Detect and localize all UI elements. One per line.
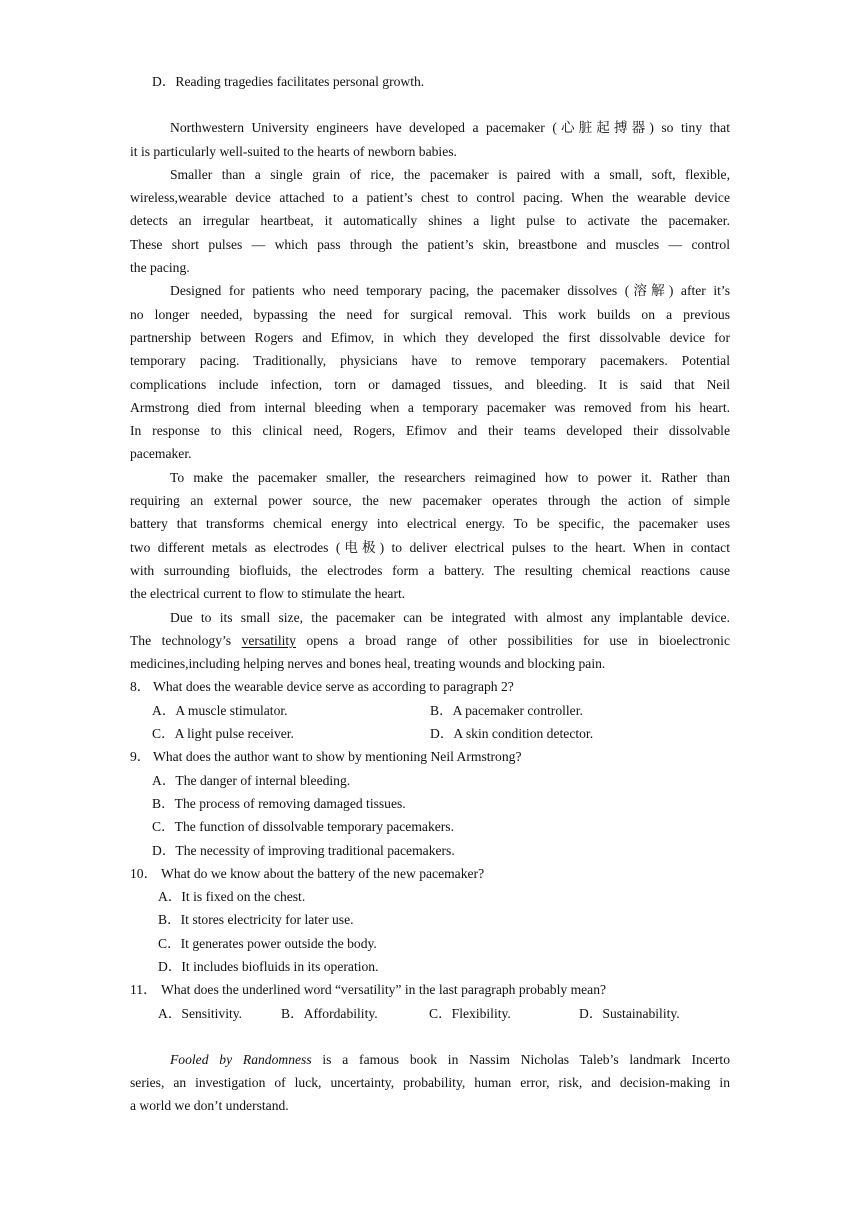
paragraph-4-line: the electrical current to flow to stimulate the heart. — [130, 586, 406, 602]
passage — [130, 116, 730, 675]
question-text: What does the author want to show by mentioning Neil Armstrong? — [153, 749, 522, 765]
question-10 — [130, 862, 730, 978]
previous-question-option-d — [130, 70, 730, 93]
paragraph-1-line: it is particularly well-suited to the hearts of newborn babies. — [130, 143, 457, 159]
question-text: What does the underlined word “versatility” in the last paragraph probably mean? — [161, 982, 607, 998]
paragraph-3-line: temporary pacing. Traditionally, physicians have to remove temporary pacemakers. Potential — [130, 353, 730, 369]
paragraph-4-line: requiring an external power source, the new pacemaker operates through the action of simple — [130, 493, 730, 509]
option-c[interactable]: C．A light pulse receiver. — [152, 726, 294, 742]
option-c[interactable]: C．Flexibility. — [429, 1005, 511, 1021]
paragraph-5-text: opens a broad range of other possibilities for use in bioelectronic — [295, 632, 730, 648]
paragraph-3-line: complications include infection, torn or damaged tissues, and bleeding. It is said that Neil — [130, 376, 730, 392]
option-c[interactable]: C．It generates power outside the body. — [158, 935, 377, 951]
spacer — [130, 93, 730, 116]
question-text: What do we know about the battery of the new pacemaker? — [161, 865, 485, 881]
option-label: D． — [152, 74, 176, 89]
question-stem — [130, 675, 730, 698]
question-stem — [130, 862, 730, 885]
book-title: Fooled by Randomness — [170, 1051, 312, 1067]
question-8 — [130, 675, 730, 745]
paragraph-2-line: These short pulses — which pass through the patient’s skin, breastbone and muscles — control — [130, 236, 730, 252]
document-content — [130, 70, 730, 1118]
option-d[interactable]: D．Sustainability. — [579, 1005, 680, 1021]
paragraph-3-line: partnership between Rogers and Efimov, in which they developed the first dissolvable device for — [130, 329, 730, 345]
options-row — [130, 1002, 730, 1025]
question-stem — [130, 978, 730, 1001]
next-passage-text: is a famous book in Nassim Nicholas Taleb’s landmark Incerto — [311, 1051, 730, 1067]
question-11 — [130, 978, 730, 1025]
option-a[interactable]: A．It is fixed on the chest. — [158, 889, 306, 905]
next-passage — [130, 1048, 730, 1118]
paragraph-5-line: Due to its small size, the pacemaker can be integrated with almost any implantable device. — [170, 609, 730, 625]
question-number: 8． — [130, 679, 151, 695]
paragraph-2-line: detects an irregular heartbeat, it automatically shines a light pulse to activate the pacemaker. — [130, 213, 730, 229]
next-passage-line: a world we don’t understand. — [130, 1098, 289, 1114]
option-b[interactable]: B．It stores electricity for later use. — [158, 912, 354, 928]
question-stem — [130, 745, 730, 768]
paragraph-4-line: To make the pacemaker smaller, the researchers reimagined how to power it. Rather than — [170, 469, 730, 485]
paragraph-3-line: In response to this clinical need, Rogers, Efimov and their teams developed their dissolvable — [130, 423, 730, 439]
spacer — [130, 1025, 730, 1048]
paragraph-4-line: battery that transforms chemical energy into electrical energy. To be specific, the pacemaker uses — [130, 516, 730, 532]
question-9 — [130, 745, 730, 861]
option-text: Reading tragedies facilitates personal growth. — [175, 74, 425, 89]
paragraph-1-line: Northwestern University engineers have developed a pacemaker (心脏起搏器) so tiny that — [170, 120, 730, 136]
paragraph-3-line: no longer needed, bypassing the need for surgical removal. This work builds on a previous — [130, 306, 730, 322]
option-d[interactable]: D．A skin condition detector. — [430, 726, 594, 742]
paragraph-5-text: The technology’s — [130, 632, 242, 648]
next-passage-line — [130, 1048, 730, 1071]
option-a[interactable]: A．A muscle stimulator. — [152, 702, 288, 718]
paragraph-4-line: with surrounding biofluids, the electrodes form a battery. The resulting chemical reactions cause — [130, 562, 730, 578]
paragraph-2-line: Smaller than a single grain of rice, the pacemaker is paired with a small, soft, flexible, — [170, 166, 730, 182]
paragraph-3-line: pacemaker. — [130, 446, 192, 462]
option-d[interactable]: D．The necessity of improving traditional pacemakers. — [152, 842, 455, 858]
option-a[interactable]: A．Sensitivity. — [158, 1005, 243, 1021]
next-passage-line: series, an investigation of luck, uncertainty, probability, human error, risk, and decision-making in — [130, 1075, 730, 1091]
question-number: 11． — [130, 982, 157, 998]
paragraph-3-line: Designed for patients who need temporary pacing, the pacemaker dissolves (溶解) after it’s — [170, 283, 730, 299]
paragraph-2-line: wireless,wearable device attached to a patient’s chest to control pacing. When the wearable device — [130, 190, 730, 206]
option-d[interactable]: D．It includes biofluids in its operation. — [158, 958, 379, 974]
paragraph-2-line: the pacing. — [130, 260, 190, 276]
paragraph-5-line: medicines,including helping nerves and bones heal, treating wounds and blocking pain. — [130, 656, 606, 672]
option-b[interactable]: B．A pacemaker controller. — [430, 702, 583, 718]
option-b[interactable]: B．The process of removing damaged tissues. — [152, 795, 406, 811]
options-row — [130, 722, 730, 745]
question-number: 10． — [130, 865, 158, 881]
option-b[interactable]: B．Affordability. — [281, 1005, 378, 1021]
paragraph-5-line — [130, 629, 730, 652]
options-row — [130, 699, 730, 722]
paragraph-3-line: Armstrong died from internal bleeding when a temporary pacemaker was removed from his heart. — [130, 399, 730, 415]
underlined-word-versatility: versatility — [241, 632, 296, 648]
paragraph-4-line: two different metals as electrodes (电极) to deliver electrical pulses to the heart. When in contact — [130, 539, 730, 555]
question-number: 9． — [130, 749, 151, 765]
question-text: What does the wearable device serve as according to paragraph 2? — [153, 679, 514, 695]
option-c[interactable]: C．The function of dissolvable temporary pacemakers. — [152, 819, 454, 835]
option-a[interactable]: A．The danger of internal bleeding. — [152, 772, 351, 788]
